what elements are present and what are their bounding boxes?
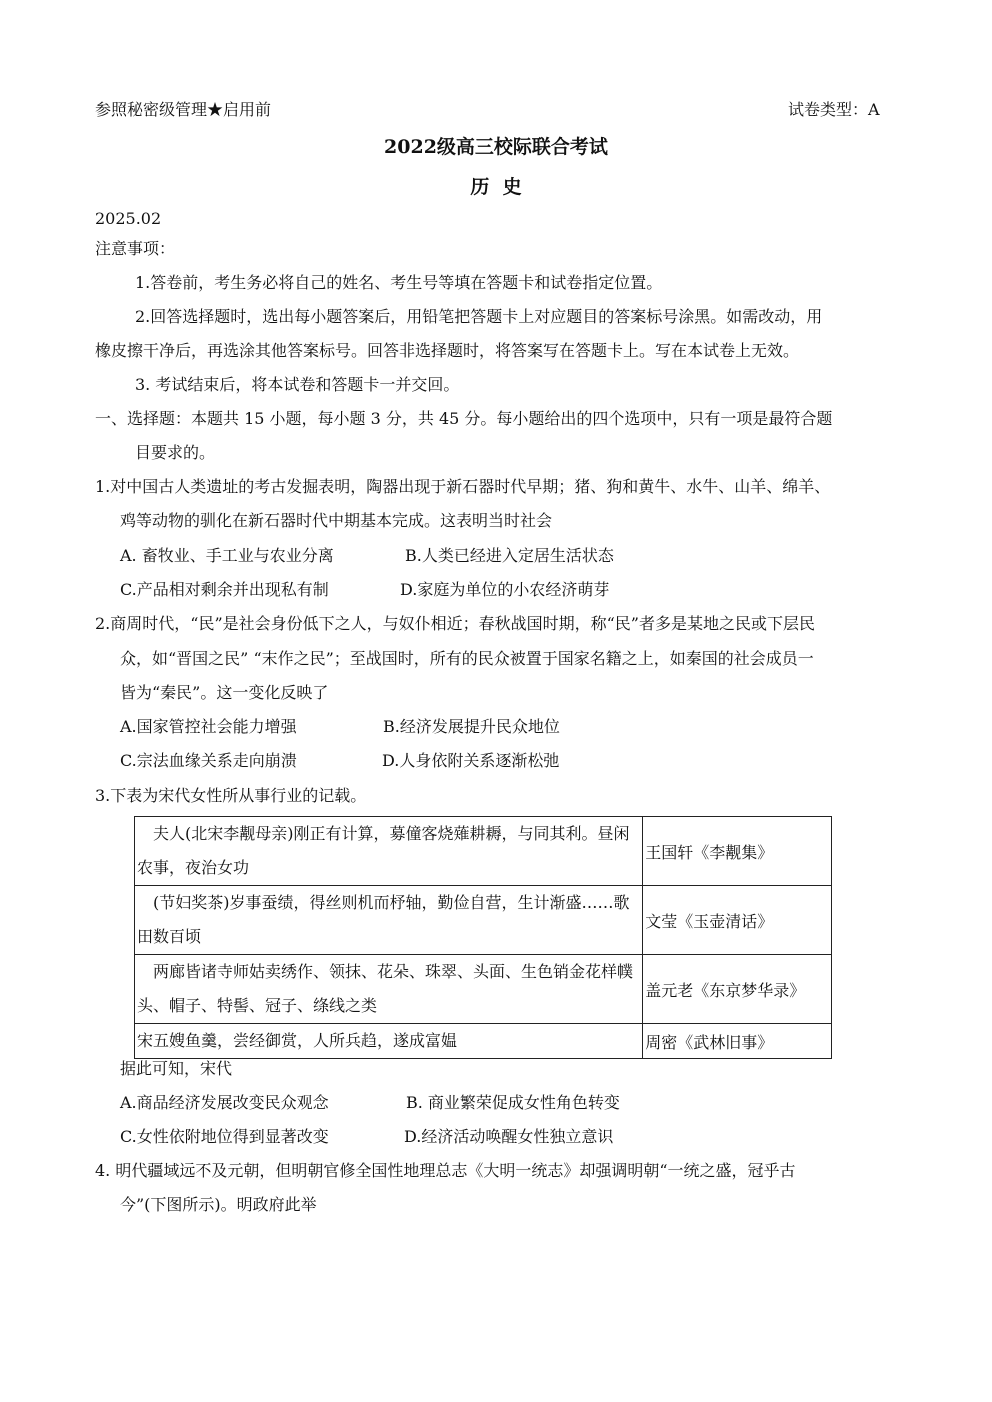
exam-title: 2022级高三校际联合考试: [384, 136, 608, 158]
q1-option-a: A. 畜牧业、手工业与农业分离: [120, 546, 334, 565]
notice-item-2: 2.回答选择题时，选出每小题答案后，用铅笔把答题卡上对应题目的答案标号涂黑。如需改动，用: [135, 307, 823, 326]
q1-option-c: C.产品相对剩余并出现私有制: [120, 580, 329, 599]
q1-stem-cont: 鸡等动物的驯化在新石器时代中期基本完成。这表明当时社会: [120, 511, 553, 530]
q3-options-row1: [120, 1093, 620, 1113]
q4-stem-cont: 今”(下图所示)。明政府此举: [120, 1195, 317, 1214]
q3-row4-text: 宋五嫂鱼羹，尝经御赏，人所兵趋，遂成富媪: [135, 1024, 643, 1059]
table-row: [135, 886, 832, 955]
exam-date: 2025.02: [95, 209, 162, 228]
q3-option-d: D.经济活动唤醒女性独立意识: [404, 1127, 614, 1146]
q2-option-c: C.宗法血缘关系走向崩溃: [120, 751, 297, 770]
q2-options-row1: [120, 717, 560, 737]
q1-options-row2: [120, 580, 609, 600]
q1-stem: 1.对中国古人类遗址的考古发掘表明，陶器出现于新石器时代早期；猪、狗和黄牛、水牛、山羊、绵羊、: [95, 477, 831, 496]
section1-heading: 一、选择题：本题共 15 小题，每小题 3 分，共 45 分。每小题给出的四个选项中，只有一项是最符合题: [95, 409, 833, 428]
notice-item-2-cont: 橡皮擦干净后，再选涂其他答案标号。回答非选择题时，将答案写在答题卡上。写在本试卷上无效。: [95, 341, 800, 360]
q1-option-d: D.家庭为单位的小农经济萌芽: [400, 580, 610, 599]
table-row: [135, 817, 832, 886]
q2-stem-cont2: 皆为“秦民”。这一变化反映了: [120, 683, 329, 702]
q3-row3-source: 盖元老《东京梦华录》: [643, 955, 832, 1024]
q3-row1-source: 王国轩《李觏集》: [643, 817, 832, 886]
q2-stem: 2.商周时代，“民”是社会身份低下之人，与奴仆相近；春秋战国时期，称“民”者多是某地之民或下层民: [95, 614, 815, 633]
q2-options-row2: [120, 751, 559, 771]
header-left: 参照秘密级管理★启用前: [95, 100, 272, 119]
q2-option-a: A.国家管控社会能力增强: [120, 717, 297, 736]
q3-row3-text: 两廊皆诸寺师姑卖绣作、领抹、花朵、珠翠、头面、生色销金花样幞头、帽子、特髻、冠子、绦线之类: [135, 955, 643, 1024]
q3-option-c: C.女性依附地位得到显著改变: [120, 1127, 329, 1146]
subject-title: 历 史: [470, 176, 522, 198]
q3-options-row2: [120, 1127, 613, 1147]
q3-option-a: A.商品经济发展改变民众观念: [120, 1093, 329, 1112]
q4-stem: 4. 明代疆域远不及元朝，但明朝官修全国性地理总志《大明一统志》却强调明朝“一统之盛，冠乎古: [95, 1161, 796, 1180]
q3-row1-text: 夫人(北宋李觏母亲)刚正有计算，募僮客烧薙耕耨，与同其利。昼闲农事，夜治女功: [135, 817, 643, 886]
header-right: 试卷类型：A: [788, 100, 880, 119]
q3-option-b: B. 商业繁荣促成女性角色转变: [406, 1093, 620, 1112]
q3-conclusion: 据此可知，宋代: [120, 1059, 233, 1078]
q2-option-d: D.人身依附关系逐渐松弛: [382, 751, 560, 770]
q3-stem: 3.下表为宋代女性所从事行业的记载。: [95, 786, 367, 805]
q2-option-b: B.经济发展提升民众地位: [383, 717, 560, 736]
q1-options-row1: [120, 546, 614, 566]
q3-row2-source: 文莹《玉壶清话》: [643, 886, 832, 955]
notice-heading: 注意事项：: [95, 239, 176, 258]
section1-heading-cont: 目要求的。: [135, 443, 216, 462]
q3-row2-text: (节妇奖茶)岁事蚕绩，得丝则机而杼轴，勤俭自营，生计渐盛……歌田数百顷: [135, 886, 643, 955]
q3-table: [134, 816, 832, 1059]
q3-row4-source: 周密《武林旧事》: [643, 1024, 832, 1059]
table-row: [135, 955, 832, 1024]
notice-item-1: 1.答卷前，考生务必将自己的姓名、考生号等填在答题卡和试卷指定位置。: [135, 273, 663, 292]
q2-stem-cont1: 众，如“晋国之民” “末作之民”；至战国时，所有的民众被置于国家名籍之上，如秦国的社会成员一: [120, 649, 814, 668]
q1-option-b: B.人类已经进入定居生活状态: [405, 546, 614, 565]
notice-item-3: 3. 考试结束后，将本试卷和答题卡一并交回。: [135, 375, 460, 394]
table-row: [135, 1024, 832, 1059]
